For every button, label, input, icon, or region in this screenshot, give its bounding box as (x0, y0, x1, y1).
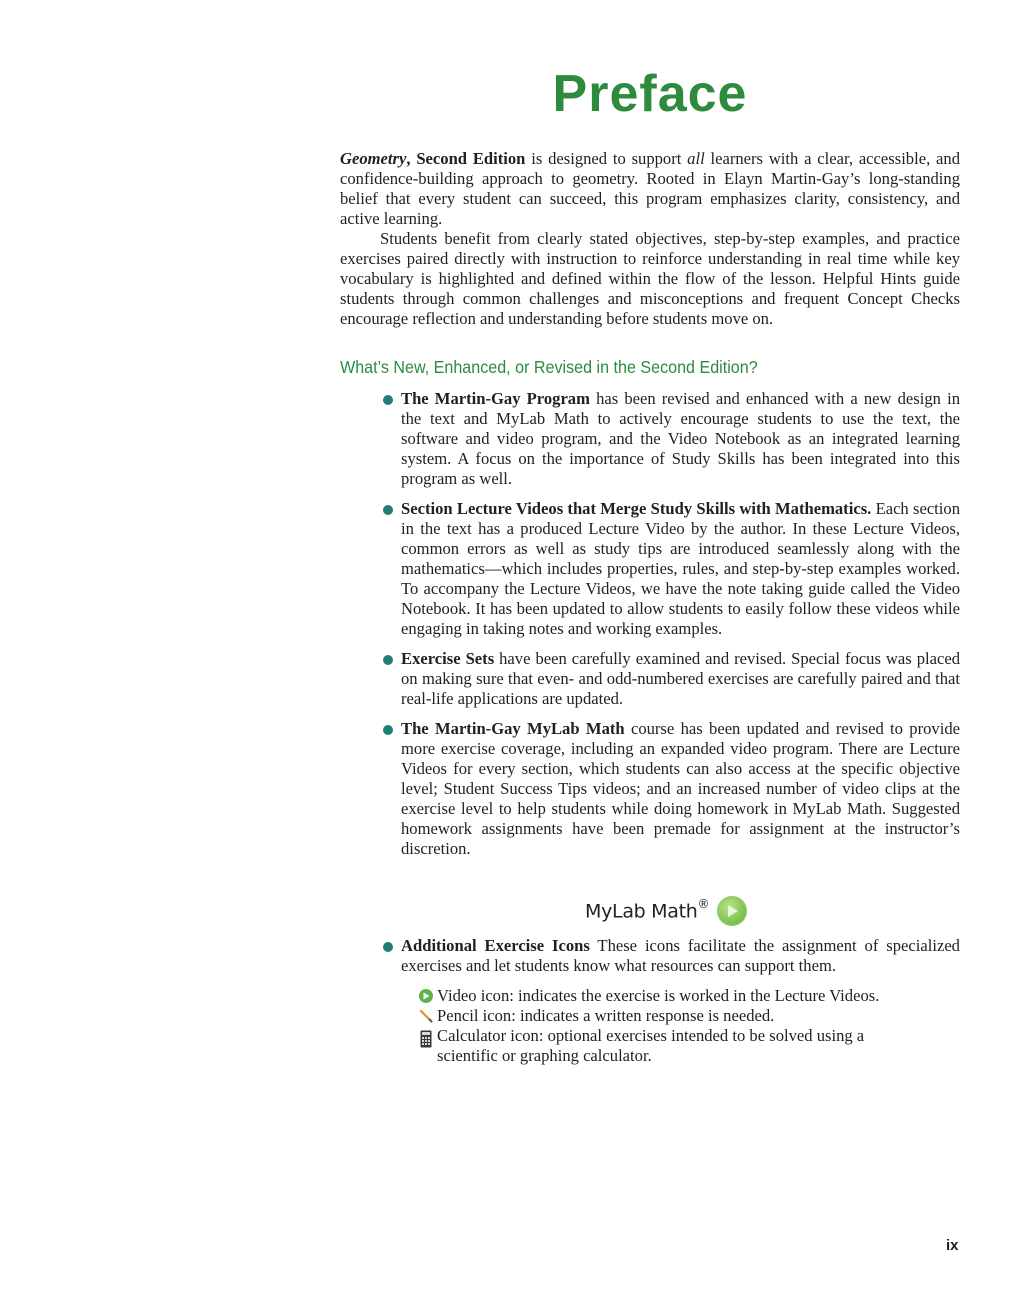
list-item (401, 499, 960, 639)
calculator-icon (419, 1030, 433, 1048)
bullet-lead: Additional Exercise Icons (401, 936, 590, 955)
emphasis-all: all (687, 149, 705, 168)
bullet-lead: The Martin-Gay MyLab Math (401, 719, 625, 738)
icon-legend-row (419, 1026, 919, 1066)
intro-text-b: learners with a clear, accessible, and confidence-building approach to geometry. Rooted in Elayn Martin-Gay’s long-standing belief that every student can succeed, this program emphasizes clarity, consistency, and active learning. (340, 149, 960, 228)
play-icon (717, 896, 747, 926)
list-item (401, 719, 960, 859)
bullet-text: has been revised and enhanced with a new design in the text and MyLab Math to actively encourage students to use the text, the software and video program, and the Video Notebook as an integrated learning system. A focus on the importance of Study Skills has been integrated into this program as well. (401, 389, 960, 488)
bullet-lead: Exercise Sets (401, 649, 495, 668)
bullet-text: Each section in the text has a produced Lecture Video by the author. In these Lecture Videos, common errors as well as study tips are introduced seamlessly along with the mathematics—which includes properties, rules, and step-by-step examples worked. To accompany the Lecture Videos, we have the note taking guide called the Video Notebook. It has been updated to allow students to easily follow these videos while engaging in taking notes and working examples. (401, 499, 960, 638)
bullet-text: These icons facilitate the assignment of specialized exercises and let students know what resources can support them. (401, 936, 960, 975)
bullet-icon (383, 942, 393, 952)
intro-text-a: is designed to support (525, 149, 688, 168)
registered-mark: ® (697, 897, 710, 912)
pencil-icon-description: Pencil icon: indicates a written response is needed. (437, 1006, 775, 1025)
mylab-math-logo (585, 896, 747, 926)
bullet-icon (383, 395, 393, 405)
list-item (401, 649, 960, 709)
calculator-icon-description: Calculator icon: optional exercises intended to be solved using a scientific or graphing calculator. (437, 1026, 865, 1065)
bullet-icon (383, 505, 393, 515)
video-icon (419, 989, 433, 1003)
bullet-text: course has been updated and revised to provide more exercise coverage, including an expanded video program. There are Lecture Videos for every section, which students can also access at the specific objective level; Student Success Tips videos; and an increased number of video clips at the exercise level to help students while doing homework in MyLab Math. Suggested homework assignments have been premade for assignment at the instructor’s discretion. (401, 719, 960, 858)
list-item (401, 936, 960, 976)
video-icon-description: Video icon: indicates the exercise is worked in the Lecture Videos. (437, 986, 880, 1005)
pencil-icon (419, 1009, 433, 1023)
edition-label: , Second Edition (406, 149, 526, 168)
bullet-icon (383, 655, 393, 665)
bullet-icon (383, 725, 393, 735)
list-item (401, 389, 960, 489)
section-heading: What’s New, Enhanced, or Revised in the Second Edition? (340, 357, 758, 377)
page-title: Preface (552, 65, 748, 123)
bullet-lead: Section Lecture Videos that Merge Study Skills with Mathematics. (401, 499, 872, 518)
icon-legend-row (419, 986, 919, 1006)
bullet-lead: The Martin-Gay Program (401, 389, 590, 408)
icon-legend (419, 986, 919, 1066)
intro-paragraph-2: Students benefit from clearly stated objectives, step-by-step examples, and practice exercises paired directly with instruction to reinforce understanding in real time while key vocabulary is highlighted and defined within the flow of the lesson. Helpful Hints guide students through common challenges and misconceptions and frequent Concept Checks encourage reflection and understanding before students move on. (340, 229, 960, 328)
bullet-text: have been carefully examined and revised. Special focus was placed on making sure that even- and odd-numbered exercises are carefully paired and that real-life applications are updated. (401, 649, 960, 708)
mylab-math-wordmark: MyLab Math® (585, 897, 710, 923)
page-number: ix (946, 1237, 959, 1254)
icon-legend-row (419, 1006, 919, 1026)
intro-paragraph-1 (340, 149, 960, 229)
book-title: Geometry (340, 149, 407, 168)
